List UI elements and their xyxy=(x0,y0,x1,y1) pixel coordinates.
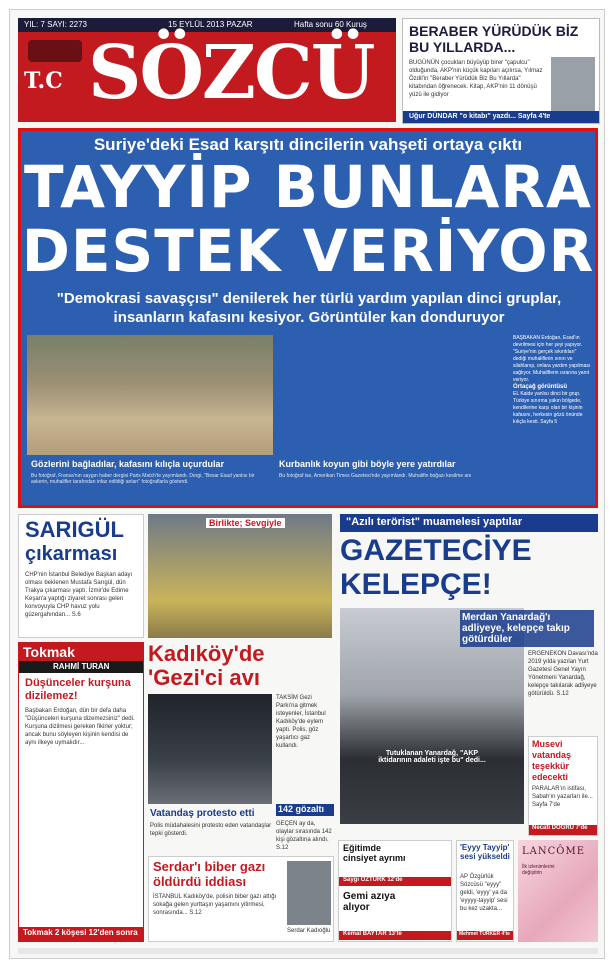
masthead-eyes-photo xyxy=(28,40,82,62)
photo2-caption: Kurbanlık koyun gibi böyle yere yatırdılar xyxy=(279,459,456,469)
teaser-headline: BERABER YÜRÜDÜK BİZ BU YILLARDA... xyxy=(409,23,579,55)
item2-footer: Kemal BAYTAR 13'te xyxy=(343,931,402,937)
main-photo-2 xyxy=(277,335,509,455)
main-deck: "Demokrasi savaşçısı" denilerek her türlü yardım yapılan dinci gruplar, insanların kafasını kesiyor. Görüntüler kan donduruyor xyxy=(56,290,562,326)
sarigul-photo xyxy=(148,514,332,638)
yanardag-headline-1: GAZETECİYE xyxy=(340,534,532,567)
sarigul-title2: çıkarması xyxy=(25,543,118,565)
price: Hafta sonu 60 Kuruş xyxy=(294,20,367,29)
tokmak-footer: Tokmak 2 köşesi 12'den sonra xyxy=(23,928,138,937)
photo1-note: Bu fotoğraf, Fransa'nın saygın haber dergisi Paris Match'te yayımlandı. Dergi, "Besar Esad yanlısı bir askerin, muhalifler tarafından infaz edildiği anları" fotoğraflarla gösterdi. xyxy=(31,473,255,485)
sarigul-story[interactable] xyxy=(18,514,144,638)
teaser-body: BUGÜNÜN çocukları büyüyüp birer "çapulcu" olduğunda, AKP'nin küçük kapıları açılırsa, Yılmaz Özdil'in "Beraber Yürüdük Biz Bu Yıllarda" kitabından öğrenecek. Kitap, AKP'nin 11 dönüşü yüzü ile gidiyor xyxy=(409,60,543,98)
main-side-column xyxy=(513,335,591,485)
photo2-note: Bu fotoğraf ise, Amerikan Times Gazetesi'nde yayımlandı. Muhalifin boğazı kesilme anı xyxy=(279,473,472,479)
ad-brand: LANCÔME xyxy=(522,846,586,857)
main-headline-line1: TAYYİP BUNLARA xyxy=(24,153,592,221)
bottom-mid-items[interactable] xyxy=(338,840,452,942)
serdar-photo-name: Serdar Kadıoğlu xyxy=(287,928,331,934)
main-photo-1 xyxy=(27,335,273,455)
side-column-text: BAŞBAKAN Erdoğan, Esad'ın devrilmesi için her şeyi yapıyor. "Suriye'nin gerçek sıkıntıları" dediği muhaliflerin sınırı ve silahlanıp, onlara yardım yapılması sağlıyor. Muhaliflerin ısrarına yanıt veriyor. xyxy=(513,335,591,383)
sarigul-body: CHP'nin İstanbul Belediye Başkan adayı olması beklenen Mustafa Sarıgül, dün Trakya çıkarması yaptı. İzmir'de Edirne Keşan'a yaptığı ziyaret sonrası gelen konvoyuyla CHP havuz yolu güzergahından... S.6 xyxy=(25,572,133,618)
sarigul-title1: SARIGÜL xyxy=(25,517,124,542)
issue-date: 15 EYLÜL 2013 PAZAR xyxy=(168,20,253,29)
musevi-story[interactable] xyxy=(528,736,598,836)
kadikoy-photo xyxy=(148,694,272,804)
tokmak-headline: Düşünceler kurşuna dizilemez! xyxy=(25,677,131,702)
item2-title: Gemi azıya alıyor xyxy=(343,891,396,913)
tokmak-body: Başbakan Erdoğan, dün bir defa daha "Düşünceleri kurşuna dizemezsiniz" dedi. Kurşuna dizilmesi gereken fikirler yoktur; ancak bunu söyleyen kişinin kendisi de aynı ilkeye uymalıdır... xyxy=(25,708,135,746)
lancome-ad[interactable] xyxy=(518,840,598,942)
tokmak-author: RAHMİ TURAN xyxy=(53,662,110,671)
kadikoy-note: Polis müdahalesini protesto eden vatandaşlar tepki gösterdi. xyxy=(150,823,272,837)
main-headline-line2: DESTEK VERİYOR xyxy=(21,217,595,285)
serdar-story[interactable] xyxy=(148,856,334,942)
gozalti-body: GEÇEN ay da, olaylar sırasında 142 kişi gözaltına alındı. S.12 xyxy=(276,821,332,851)
side-column-text-2: EL Kaide yanlısı dinci bir grup. Türkiye sınırına yakın bölgede, kendilerine karşı olan bir kişinin kafasını, herkesin gözü önünde kılıçla kesti. Sayfa 5 xyxy=(513,391,583,425)
main-kicker: Suriye'deki Esad karşıtı dincilerin vahşeti ortaya çıktı xyxy=(93,135,523,154)
item3-footer: Mehmet TURKER 4'te xyxy=(459,931,510,937)
bottom-bar xyxy=(18,948,598,954)
ad-text: İlk izlenimlerini değiştirin xyxy=(522,864,555,876)
serdar-body: İSTANBUL Kadıköy'de, polisin biber gazı attığı sokağa gelen yurttaşın yaşamını yitirmesi, sonrasında... S.12 xyxy=(153,894,277,916)
eyyy-tayyip-story[interactable] xyxy=(456,840,514,942)
kadikoy-headline: Kadıköy'de 'Gezi'ci avı xyxy=(148,641,265,690)
musevi-body: PARALAR'ın istifası, Sabah'ın yazarları ile... Sayfa 7'de xyxy=(532,786,593,808)
newspaper-logo: SÖZCÜ xyxy=(88,30,374,116)
item3-title: 'Eyyy Tayyip' sesi yükseldi xyxy=(460,843,510,861)
issue-number: YIL: 7 SAYI: 2273 xyxy=(24,20,88,29)
main-story[interactable] xyxy=(18,128,598,508)
yanardag-side: ERGENEKON Davası'nda 2019 yılda yazılan Yurt Gazetesi Genel Yayın Yönetmeni Yanardağ, kelepçe takılarak adliyeye götürüldü. S.12 xyxy=(528,651,598,697)
item3-body: AP Özgürlük Sözcüsü "eyyy" geldi, 'eyyy' ya da 'eyyyy-tayyip' sesi bu kez uzakta... xyxy=(460,874,508,912)
serdar-headline: Serdar'ı biber gazı öldürdü iddiası xyxy=(153,859,266,889)
item1-footer: Saygı ÖZTÜRK 12'de xyxy=(343,877,403,883)
yanardag-subhead: Merdan Yanardağ'ı adliyeye, kelepçe takıp götürdüler xyxy=(460,610,594,647)
musevi-footer: Necati DOĞRU 7'de xyxy=(532,825,588,831)
side-subhead: Ortaçağ görüntüsü xyxy=(513,384,568,390)
top-right-teaser[interactable] xyxy=(402,18,600,124)
photo1-caption: Gözlerini bağladılar, kafasını kılıçla uçurdular xyxy=(31,459,225,469)
kadikoy-body: TAKSİM Gezi Parkı'na gitmek isteyenler, İstanbul Kadıköy'de eylem yaptı. Polis, göz yaşartıcı gaz kullandı. xyxy=(276,695,326,749)
yanardag-headline-2: KELEPÇE! xyxy=(340,568,492,601)
kadikoy-photo-caption: Vatandaş protesto etti xyxy=(150,808,255,819)
yanardag-kicker: "Azılı terörist" muamelesi yaptılar xyxy=(346,516,523,528)
tokmak-title: Tokmak xyxy=(23,644,75,660)
teaser-footer: Uğur DÜNDAR "o kitabı" yazdı... Sayfa 4'te xyxy=(403,111,599,123)
tokmak-column[interactable] xyxy=(18,642,144,942)
logo-prefix: T.C xyxy=(24,68,63,94)
sarigul-photo-tag: Birlikte; Sevgiyle xyxy=(206,518,285,528)
item1-title: Eğitimde cinsiyet ayrımı xyxy=(343,843,406,863)
gozalti-title: 142 gözaltı xyxy=(278,804,325,814)
teaser-photo xyxy=(551,57,595,113)
musevi-title: Musevi vatandaş teşekkür edecekti xyxy=(532,739,572,782)
serdar-photo xyxy=(287,861,331,925)
yanardag-quote: Tutuklanan Yanardağ, "AKP iktidarının adaleti işte bu" dedi... xyxy=(378,750,486,764)
newspaper-page xyxy=(10,10,604,958)
